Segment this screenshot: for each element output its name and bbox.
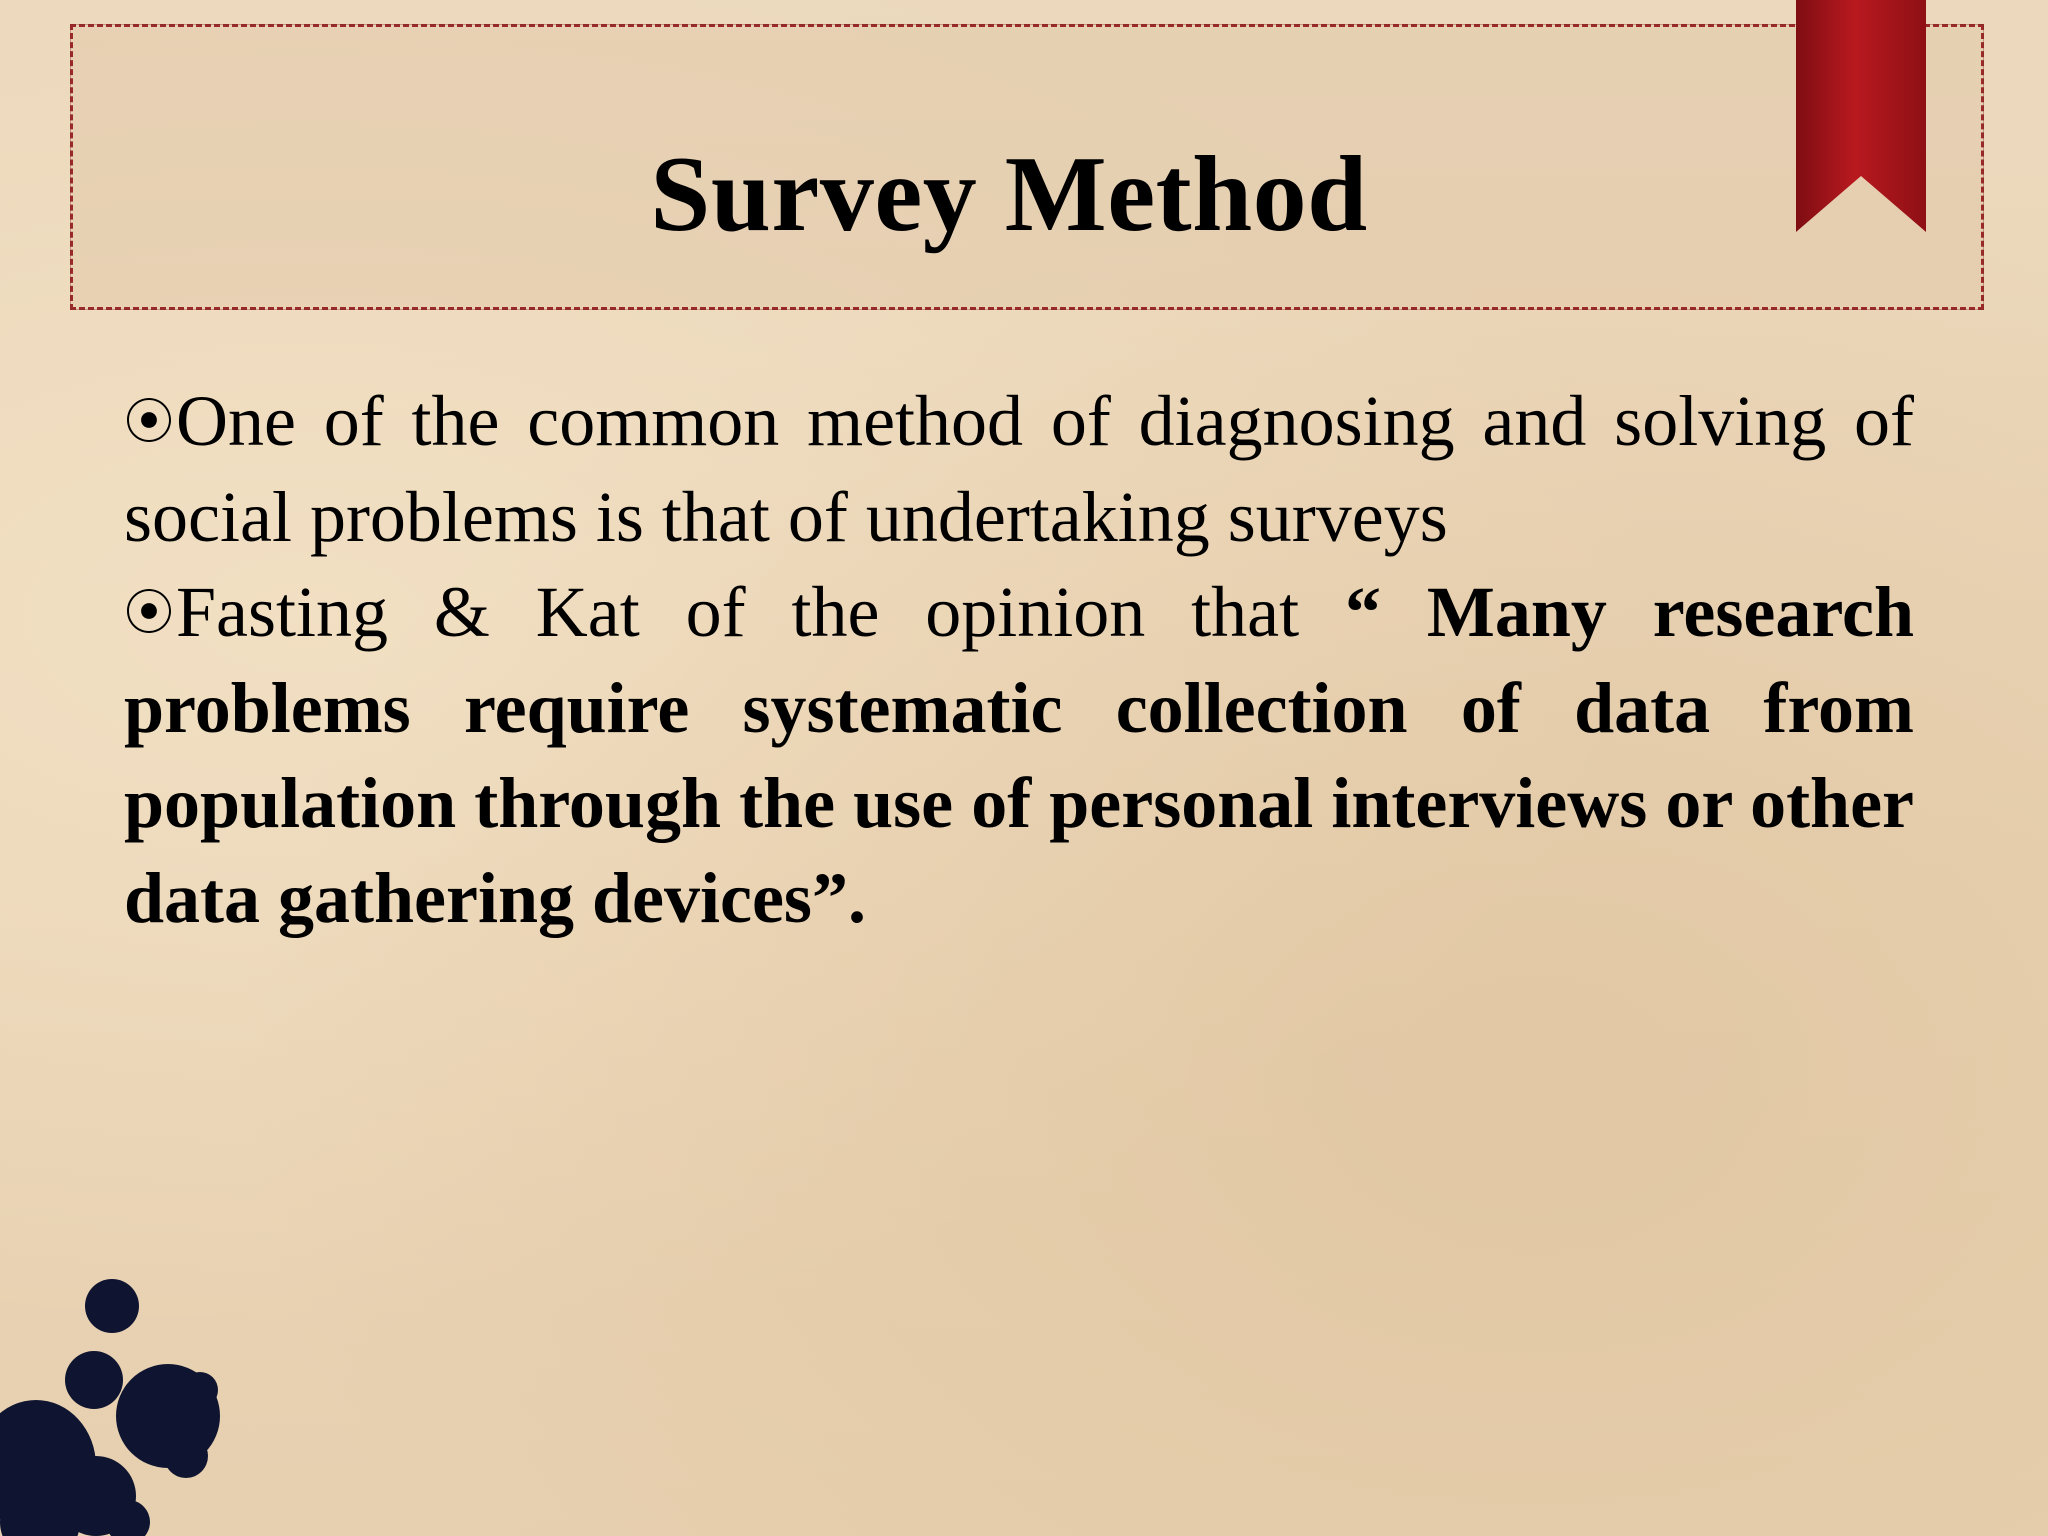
circled-dot-bullet-icon: ⦿ (124, 393, 174, 451)
bookmark-ribbon-icon (1796, 0, 1926, 232)
ink-splatter-decoration (0, 1260, 240, 1536)
bullet-text-plain: Fasting & Kat of the opinion that (176, 572, 1345, 652)
content-body (124, 374, 1914, 946)
circled-dot-bullet-icon: ⦿ (124, 584, 174, 642)
bullet-item-1 (124, 374, 1914, 565)
bullet-text: One of the common method of diagnosing and solving of social problems is that of undertaking surveys (124, 381, 1914, 557)
slide-title: Survey Method (650, 135, 1368, 254)
bullet-item-2 (124, 565, 1914, 946)
bullet-text-quote: “ Many research problems require systematic collection of data from population through the use of personal interviews or other data gathering devices”. (124, 572, 1914, 938)
title-frame (70, 24, 1984, 310)
